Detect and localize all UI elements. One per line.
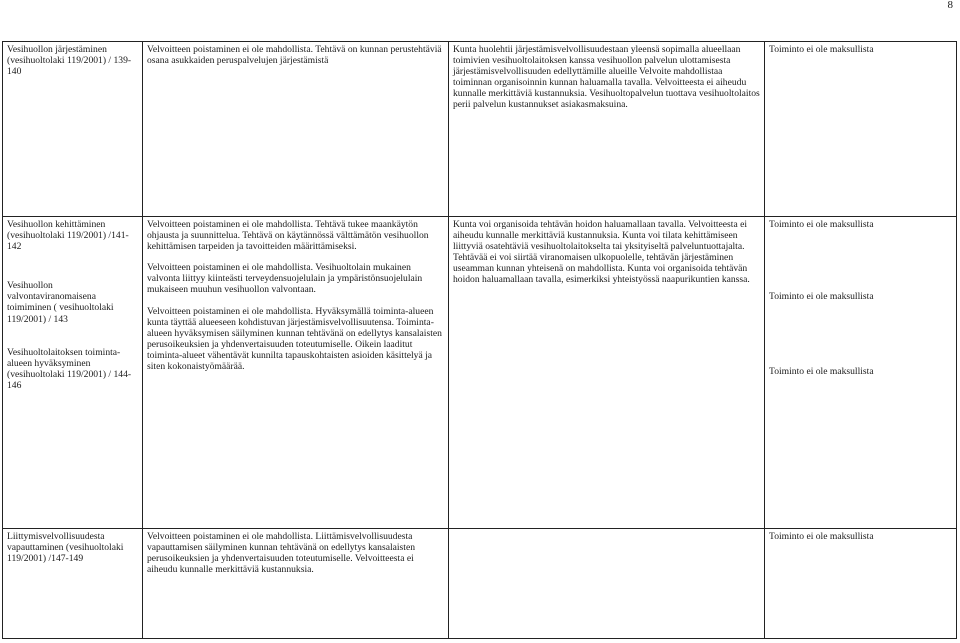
topic-cell <box>3 217 143 529</box>
task-evaluation-table <box>2 41 957 639</box>
obligation-cell <box>143 217 449 529</box>
alternative-text: Kunta huolehtii järjestämisvelvollisuudestaan yleensä sopimalla alueellaan toimivien vesihuoltolaitoksen kanssa vesihuollon palvelun ulottamisesta järjestämisvelvollisuuden edellyttämille alueille Velvoite mahdollistaa toiminnan organisoinnin kunnan haluamalla tavalla. Velvoitteesta ei aiheudu kunnalle merkittäviä kustannuksia. Vesihuoltopalvelun tuottava vesihuoltolaitos perii palvelun kustannukset asiakasmaksuina. <box>453 44 760 111</box>
topic-cell <box>3 42 143 217</box>
fee-cell <box>765 42 957 217</box>
obligation-text: Velvoitteen poistaminen ei ole mahdollista. Tehtävä on kunnan perustehtäviä osana asukkaiden peruspalvelujen järjestämistä <box>147 44 442 67</box>
obligation-cell <box>143 42 449 217</box>
topic-text: Liittymisvelvollisuudesta vapauttaminen (vesihuoltolaki 119/2001) /147-149 <box>7 531 124 565</box>
topic-text: Vesihuoltolaitoksen toiminta-alueen hyväksyminen (vesihuoltolaki 119/2001) / 144-146 <box>7 346 132 391</box>
obligation-text: Velvoitteen poistaminen ei ole mahdollista. Liittämisvelvollisuudesta vapauttamisen säilyminen kunnan tehtävänä on edellytys kansalaisten perusoikeuksien ja yhdenvertaisuuden toteutumiselle. Velvoitteesta ei aiheudu kunnalle merkittäviä kustannuksia. <box>147 531 416 576</box>
table-row <box>3 42 957 217</box>
topic-cell <box>3 529 143 639</box>
alternative-text: Kunta voi organisoida tehtävän hoidon haluamallaan tavalla. Velvoitteesta ei aiheudu kunnalle merkittäviä kustannuksia. Kunta voi tilata kehittämiseen liittyviä osatehtäviä vesihuoltolaitokselta tai yksityiseltä palveluntuottajalta. Tehtävää ei voi siirtää viranomaisen ulkopuolelle, tehtävän järjestäminen useamman kunnan yhteisenä on mahdollista. Kunta voi organisoida tehtävän hoidon haluamallaan tavalla, esimerkiksi yhteistyössä naapurikuntien kanssa. <box>453 219 750 286</box>
obligation-text: Velvoitteen poistaminen ei ole mahdollista. Hyväksymällä toiminta-alueen kunta täyttää alueeseen kohdistuvan järjestämisvelvollisuutensa. Toiminta-alueen hyväksymisen säilyminen kunnan tehtävänä on edellytys kansalaisten perusoikeuksien ja yhdenvertaisuuden toteutumiselle. Oikein laaditut toiminta-alueet vähentävät kunnilta tapauskohtaisten asioiden käsittelyä ja siten kokonaistyömäärää. <box>147 305 442 373</box>
fee-text: Toiminto ei ole maksullista <box>769 291 874 303</box>
alternative-cell <box>449 42 765 217</box>
obligation-text: Velvoitteen poistaminen ei ole mahdollista. Vesihuoltolain mukainen valvonta liittyy kiinteästi terveydensuojelulain ja ympäristönsuojelulain mukaiseen muuhun vesihuollon valvontaan. <box>147 262 423 296</box>
fee-text: Toiminto ei ole maksullista <box>769 531 874 542</box>
table-row <box>3 529 957 639</box>
alternative-cell <box>449 217 765 529</box>
fee-text: Toiminto ei ole maksullista <box>769 366 874 378</box>
alternative-cell <box>449 529 765 639</box>
topic-text: Vesihuollon järjestäminen (vesihuoltolaki 119/2001) / 139-140 <box>7 44 132 78</box>
table-row <box>3 217 957 529</box>
fee-text: Toiminto ei ole maksullista <box>769 44 874 55</box>
fee-cell <box>765 217 957 529</box>
fee-text: Toiminto ei ole maksullista <box>769 219 874 230</box>
fee-cell <box>765 529 957 639</box>
topic-text: Vesihuollon valvontaviranomaisena toimiminen ( vesihuoltolaki 119/2001) / 143 <box>7 280 114 325</box>
page-number: 8 <box>947 0 953 11</box>
obligation-text: Velvoitteen poistaminen ei ole mahdollista. Tehtävä tukee maankäytön ohjausta ja suunnittelua. Tehtävä on käytännössä välttämätön vesihuollon kehittämisen tarpeiden ja tavoitteiden määrittämiseksi. <box>147 219 429 253</box>
topic-text: Vesihuollon kehittäminen (vesihuoltolaki 119/2001) /141-142 <box>7 219 129 253</box>
obligation-cell <box>143 529 449 639</box>
